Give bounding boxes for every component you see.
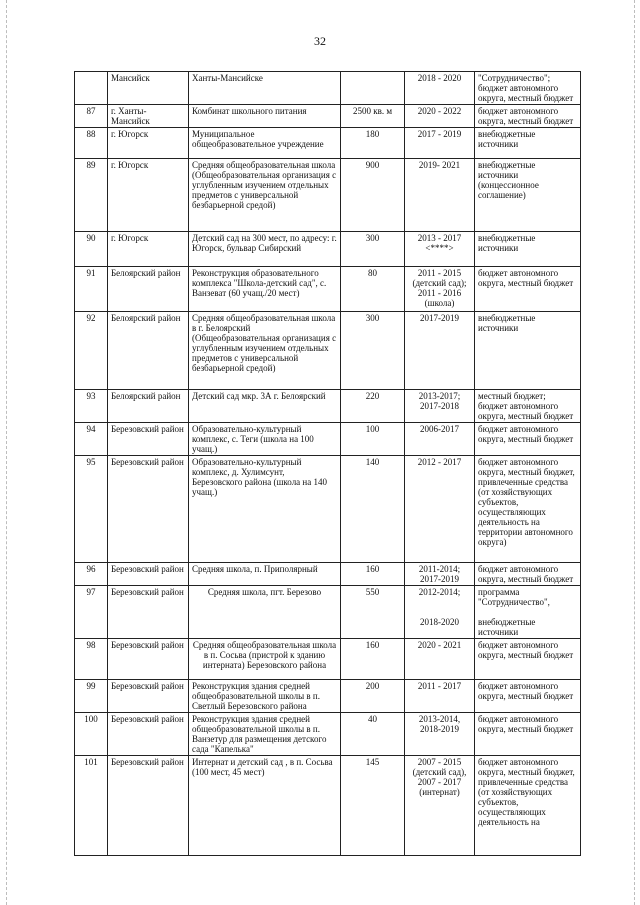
table-row [75, 586, 581, 639]
cell-source: внебюджетные источники [475, 312, 581, 390]
page-number: 32 [314, 34, 326, 48]
cell-period: 2017-2019 [405, 312, 475, 390]
cell-territory: г. Югорск [108, 232, 189, 267]
table-row [75, 756, 581, 856]
cell-territory: Березовский район [108, 680, 189, 713]
cell-period: 2019- 2021 [405, 159, 475, 232]
table-body [75, 72, 581, 856]
cell-period: 2013-2017; 2017-2018 [405, 390, 475, 423]
cell-number: 96 [75, 563, 108, 586]
cell-number: 89 [75, 159, 108, 232]
cell-source: внебюджетные источники [475, 232, 581, 267]
cell-capacity: 100 [341, 423, 405, 456]
cell-territory: Березовский район [108, 639, 189, 680]
table-row [75, 232, 581, 267]
cell-object: Интернат и детский сад , в п. Сосьва (100 мест, 45 мест) [189, 756, 341, 856]
table-row [75, 72, 581, 105]
cell-object: Детский сад мкр. 3А г. Белоярский [189, 390, 341, 423]
cell-source: бюджет автономного округа, местный бюджет [475, 680, 581, 713]
table-row [75, 267, 581, 312]
cell-period: 2007 - 2015 (детский сад), 2007 - 2017 (интернат) [405, 756, 475, 856]
cell-territory: Березовский район [108, 756, 189, 856]
cell-number: 101 [75, 756, 108, 856]
cell-source: программа "Сотрудничество", внебюджетные источники [475, 586, 581, 639]
cell-territory: Мансийск [108, 72, 189, 105]
cell-number: 87 [75, 105, 108, 128]
table-row [75, 713, 581, 756]
cell-period: 2020 - 2021 [405, 639, 475, 680]
cell-number: 92 [75, 312, 108, 390]
cell-territory: г. Ханты-Мансийск [108, 105, 189, 128]
cell-object: Средняя школа, п. Приполярный [189, 563, 341, 586]
cell-capacity: 160 [341, 563, 405, 586]
cell-territory: Белоярский район [108, 267, 189, 312]
cell-source: бюджет автономного округа, местный бюджет [475, 639, 581, 680]
cell-source: бюджет автономного округа, местный бюджет [475, 105, 581, 128]
cell-object: Детский сад на 300 мест, по адресу: г. Югорск, бульвар Сибирский [189, 232, 341, 267]
cell-territory: Березовский район [108, 423, 189, 456]
cell-capacity: 80 [341, 267, 405, 312]
cell-period: 2013 - 2017 <****> [405, 232, 475, 267]
cell-source: внебюджетные источники (концессионное соглашение) [475, 159, 581, 232]
right-edge-line [634, 0, 636, 905]
objects-table [74, 71, 581, 856]
cell-number: 95 [75, 456, 108, 563]
cell-number: 90 [75, 232, 108, 267]
cell-period: 2006-2017 [405, 423, 475, 456]
cell-number: 93 [75, 390, 108, 423]
table-row [75, 128, 581, 159]
cell-number: 98 [75, 639, 108, 680]
cell-source: бюджет автономного округа, местный бюджет [475, 423, 581, 456]
cell-period: 2020 - 2022 [405, 105, 475, 128]
cell-source: бюджет автономного округа, местный бюджет [475, 267, 581, 312]
left-edge-line [6, 0, 8, 905]
table-row [75, 639, 581, 680]
cell-object: Реконструкция образовательного комплекса "Школа-детский сад", с. Ванзеват (60 учащ./20 мест) [189, 267, 341, 312]
cell-capacity: 140 [341, 456, 405, 563]
cell-object: Муниципальное общеобразовательное учреждение [189, 128, 341, 159]
cell-object: Средняя школа, пгт. Березово [189, 586, 341, 639]
cell-number [75, 72, 108, 105]
cell-period: 2012-2014; 2018-2020 [405, 586, 475, 639]
cell-source: бюджет автономного округа, местный бюджет, привлеченные средства (от хозяйствующих субъектов, осуществляющих деятельность на [475, 756, 581, 856]
cell-period: 2011 - 2017 [405, 680, 475, 713]
cell-source: бюджет автономного округа, местный бюджет [475, 563, 581, 586]
cell-capacity: 550 [341, 586, 405, 639]
cell-object: Образовательно-культурный комплекс, с. Теги (школа на 100 учащ.) [189, 423, 341, 456]
cell-number: 88 [75, 128, 108, 159]
cell-capacity: 160 [341, 639, 405, 680]
cell-capacity: 300 [341, 312, 405, 390]
cell-number: 97 [75, 586, 108, 639]
cell-capacity: 220 [341, 390, 405, 423]
cell-period: 2011-2014; 2017-2019 [405, 563, 475, 586]
cell-territory: Березовский район [108, 563, 189, 586]
cell-capacity: 145 [341, 756, 405, 856]
cell-source: местный бюджет; бюджет автономного округа, местный бюджет [475, 390, 581, 423]
cell-number: 94 [75, 423, 108, 456]
cell-object: Реконструкция здания средней общеобразовательной школы в п. Ванзетур для размещения детского сада "Капелька" [189, 713, 341, 756]
cell-object: Комбинат школьного питания [189, 105, 341, 128]
cell-source: внебюджетные источники [475, 128, 581, 159]
table-row [75, 159, 581, 232]
cell-object: Образовательно-культурный комплекс, д. Хулимсунт, Березовского района (школа на 140 учащ.) [189, 456, 341, 563]
cell-number: 91 [75, 267, 108, 312]
cell-territory: Березовский район [108, 456, 189, 563]
cell-capacity: 180 [341, 128, 405, 159]
cell-capacity [341, 72, 405, 105]
cell-territory: Белоярский район [108, 312, 189, 390]
cell-object: Реконструкция здания средней общеобразовательной школы в п. Светлый Березовского района [189, 680, 341, 713]
cell-period: 2011 - 2015 (детский сад); 2011 - 2016 (школа) [405, 267, 475, 312]
cell-capacity: 40 [341, 713, 405, 756]
cell-territory: г. Югорск [108, 128, 189, 159]
cell-object: Средняя общеобразовательная школа в г. Белоярский (Общеобразовательная организация с углубленным изучением отдельных предметов с универсальной безбарьерной средой) [189, 312, 341, 390]
cell-territory: Березовский район [108, 586, 189, 639]
cell-number: 100 [75, 713, 108, 756]
cell-source: бюджет автономного округа, местный бюджет, привлеченные средства (от хозяйствующих субъектов, осуществляющих деятельность на территории автономного округа) [475, 456, 581, 563]
table-row [75, 563, 581, 586]
cell-source: бюджет автономного округа, местный бюджет [475, 713, 581, 756]
cell-territory: Березовский район [108, 713, 189, 756]
table-row [75, 105, 581, 128]
cell-territory: Белоярский район [108, 390, 189, 423]
cell-period: 2013-2014, 2018-2019 [405, 713, 475, 756]
cell-period: 2018 - 2020 [405, 72, 475, 105]
cell-capacity: 200 [341, 680, 405, 713]
cell-period: 2017 - 2019 [405, 128, 475, 159]
table-row [75, 312, 581, 390]
table-row [75, 390, 581, 423]
table-row [75, 680, 581, 713]
cell-object: Ханты-Мансийске [189, 72, 341, 105]
cell-capacity: 2500 кв. м [341, 105, 405, 128]
cell-territory: г. Югорск [108, 159, 189, 232]
cell-capacity: 300 [341, 232, 405, 267]
cell-source: "Сотрудничество"; бюджет автономного округа, местный бюджет [475, 72, 581, 105]
cell-object: Средняя общеобразовательная школа в п. Сосьва (пристрой к зданию интерната) Березовского района [189, 639, 341, 680]
cell-number: 99 [75, 680, 108, 713]
table-row [75, 423, 581, 456]
cell-period: 2012 - 2017 [405, 456, 475, 563]
table-row [75, 456, 581, 563]
cell-capacity: 900 [341, 159, 405, 232]
cell-object: Средняя общеобразовательная школа (Общеобразовательная организация с углубленным изучением отдельных предметов с универсальной безбарьерной средой) [189, 159, 341, 232]
